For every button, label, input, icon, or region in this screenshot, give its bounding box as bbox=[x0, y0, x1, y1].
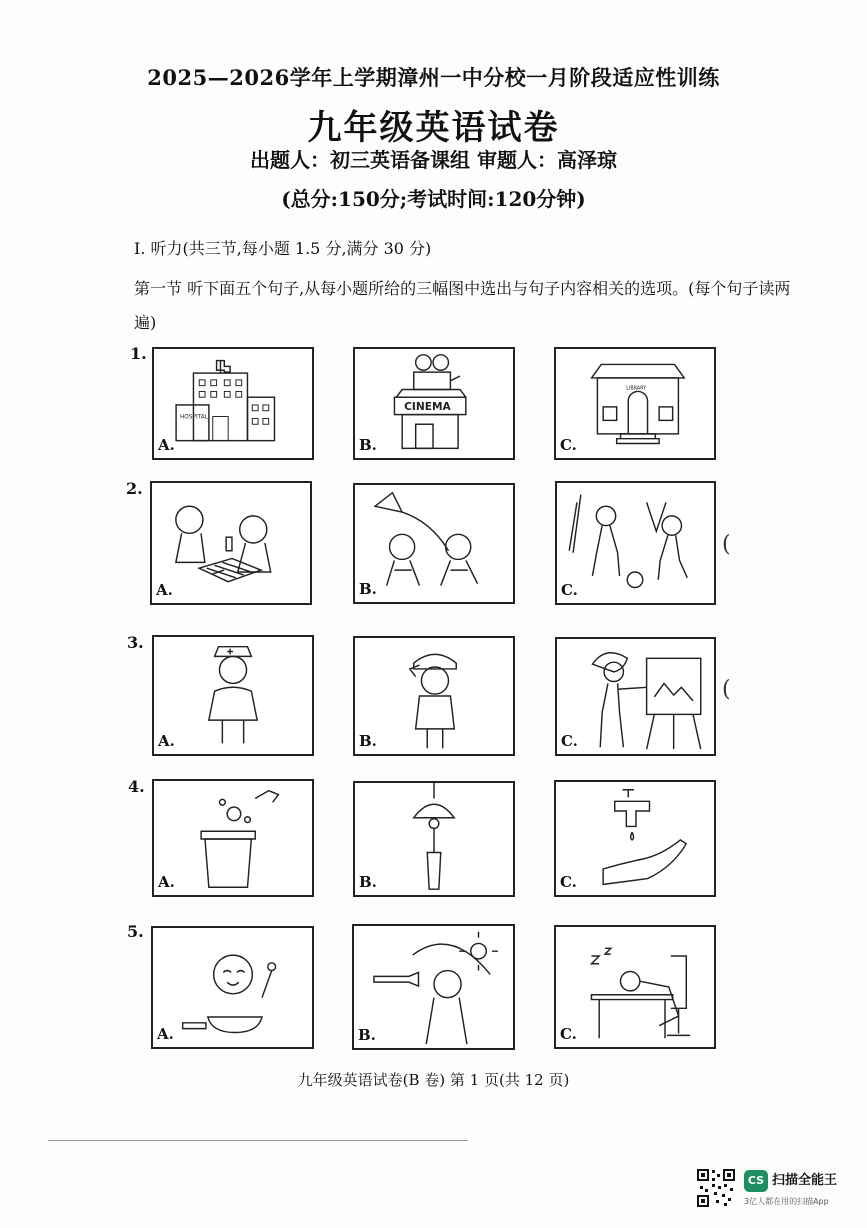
drinking-in-sun-icon bbox=[354, 926, 513, 1048]
option-picture-chess[interactable] bbox=[150, 481, 312, 605]
option-picture-rubbish[interactable] bbox=[152, 779, 314, 897]
library-icon bbox=[556, 349, 714, 458]
rubbish-bin-icon bbox=[154, 781, 312, 895]
option-picture-drinking[interactable] bbox=[352, 924, 515, 1050]
question-number: 4. bbox=[128, 777, 145, 796]
exam-score-time: (总分:150分;考试时间:120分钟) bbox=[281, 187, 586, 211]
light-switch-icon bbox=[355, 783, 513, 895]
option-label: B. bbox=[359, 873, 377, 891]
option-picture-eating[interactable] bbox=[151, 926, 314, 1049]
option-picture-cinema[interactable] bbox=[353, 347, 515, 460]
option-label: A. bbox=[156, 581, 173, 599]
option-picture-sleeping[interactable] bbox=[554, 925, 716, 1049]
option-picture-football[interactable] bbox=[555, 481, 716, 605]
option-label: A. bbox=[158, 873, 175, 891]
exam-authors: 出题人：初三英语备课组 审题人：高泽琼 bbox=[250, 148, 617, 172]
option-label: B. bbox=[359, 732, 377, 750]
question-number: 1. bbox=[130, 344, 147, 363]
exam-subject-title: 九年级英语试卷 bbox=[307, 108, 560, 148]
margin-mark: ( bbox=[722, 532, 731, 557]
option-label: A. bbox=[157, 1025, 174, 1043]
question-number: 5. bbox=[127, 922, 144, 941]
section-title: Ⅰ. 听力(共三节,每小题 1.5 分,满分 30 分) bbox=[134, 239, 432, 258]
hospital-icon bbox=[154, 349, 312, 458]
exam-title-line: 2025—2026学年上学期漳州一中分校一月阶段适应性训练 bbox=[147, 65, 720, 90]
option-label: C. bbox=[560, 873, 577, 891]
option-label: C. bbox=[561, 581, 578, 599]
margin-mark: ( bbox=[722, 677, 731, 702]
kids-playing-football-icon bbox=[557, 483, 714, 603]
page-footer: 九年级英语试卷(B 卷) 第 1 页(共 12 页) bbox=[297, 1071, 570, 1089]
option-picture-hospital[interactable] bbox=[152, 347, 314, 460]
question-number: 2. bbox=[126, 479, 143, 498]
sleeping-at-desk-icon bbox=[556, 927, 714, 1047]
scanner-tagline: 3亿人都在用的扫描App bbox=[744, 1197, 829, 1206]
option-label: B. bbox=[359, 436, 377, 454]
option-picture-painter[interactable] bbox=[555, 637, 716, 756]
option-label: B. bbox=[358, 1026, 376, 1044]
option-picture-kite[interactable] bbox=[353, 483, 515, 604]
option-picture-water[interactable] bbox=[554, 780, 716, 897]
option-picture-policeman[interactable] bbox=[353, 636, 515, 756]
option-label: C. bbox=[561, 732, 578, 750]
cinema-icon bbox=[355, 349, 513, 458]
option-label: A. bbox=[158, 436, 175, 454]
option-picture-library[interactable] bbox=[554, 347, 716, 460]
kids-playing-chess-icon bbox=[152, 483, 310, 603]
scan-edge-line bbox=[48, 1140, 468, 1141]
question-number: 3. bbox=[127, 633, 144, 652]
baby-eating-icon bbox=[153, 928, 312, 1047]
option-picture-nurse[interactable] bbox=[152, 635, 314, 756]
section-instruction: 第一节 听下面五个句子,从每小题所给的三幅图中选出与句子内容相关的选项。(每个句子读两遍) bbox=[134, 279, 791, 332]
option-label: C. bbox=[560, 436, 577, 454]
scanner-brand-name: 扫描全能王 bbox=[772, 1173, 838, 1188]
painter-icon bbox=[557, 639, 714, 754]
option-label: A. bbox=[158, 732, 175, 750]
nurse-icon bbox=[154, 637, 312, 754]
svg-text:CINEMA: CINEMA bbox=[404, 399, 451, 413]
option-picture-light[interactable] bbox=[353, 781, 515, 897]
camscanner-logo: CS bbox=[744, 1170, 768, 1192]
option-label: B. bbox=[359, 580, 377, 598]
svg-text:LIBRARY: LIBRARY bbox=[626, 386, 647, 392]
water-tap-icon bbox=[556, 782, 714, 895]
qr-code-icon bbox=[696, 1168, 736, 1208]
option-label: C. bbox=[560, 1025, 577, 1043]
policeman-icon bbox=[355, 638, 513, 754]
kids-flying-kite-icon bbox=[355, 485, 513, 602]
svg-text:HOSPITAL: HOSPITAL bbox=[179, 414, 208, 421]
